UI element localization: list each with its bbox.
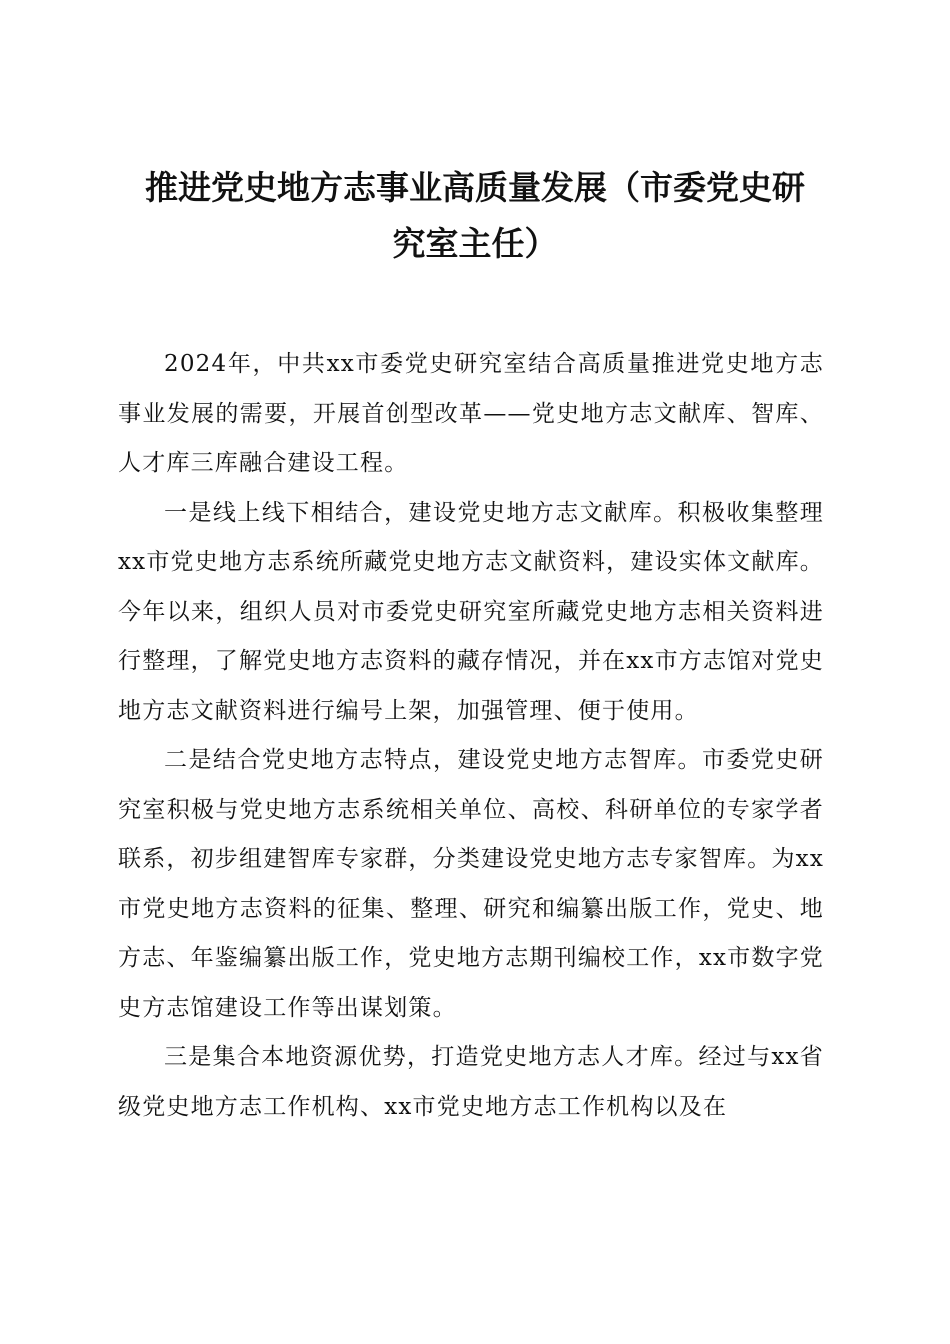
document-title-line-1: 推进党史地方志事业高质量发展（市委党史研 xyxy=(145,168,805,207)
paragraph-literature-library: 一是线上线下相结合，建设党史地方志文献库。积极收集整理xx市党史地方志系统所藏党史地方志文献资料，建设实体文献库。今年以来，组织人员对市委党史研究室所藏党史地方志相关资料进行整理，了解党史地方志资料的藏存情况，并在xx市方志馆对党史地方志文献资料进行编号上架，加强管理、便于使用。 xyxy=(118,499,824,724)
document-body xyxy=(118,340,824,1132)
paragraph-talent-pool: 三是集合本地资源优势，打造党史地方志人才库。经过与xx省级党史地方志工作机构、xx市党史地方志工作机构以及在 xyxy=(118,1044,824,1120)
paragraph-think-tank: 二是结合党史地方志特点，建设党史地方志智库。市委党史研究室积极与党史地方志系统相关单位、高校、科研单位的专家学者联系，初步组建智库专家群，分类建设党史地方志专家智库。为xx市党史地方志资料的征集、整理、研究和编纂出版工作，党史、地方志、年鉴编纂出版工作，党史地方志期刊编校工作，xx市数字党史方志馆建设工作等出谋划策。 xyxy=(118,747,824,1021)
paragraph-intro: 2024年，中共xx市委党史研究室结合高质量推进党史地方志事业发展的需要，开展首创型改革——党史地方志文献库、智库、人才库三库融合建设工程。 xyxy=(118,351,824,476)
document-title-line-2: 究室主任） xyxy=(392,224,558,263)
document-title xyxy=(110,160,840,272)
